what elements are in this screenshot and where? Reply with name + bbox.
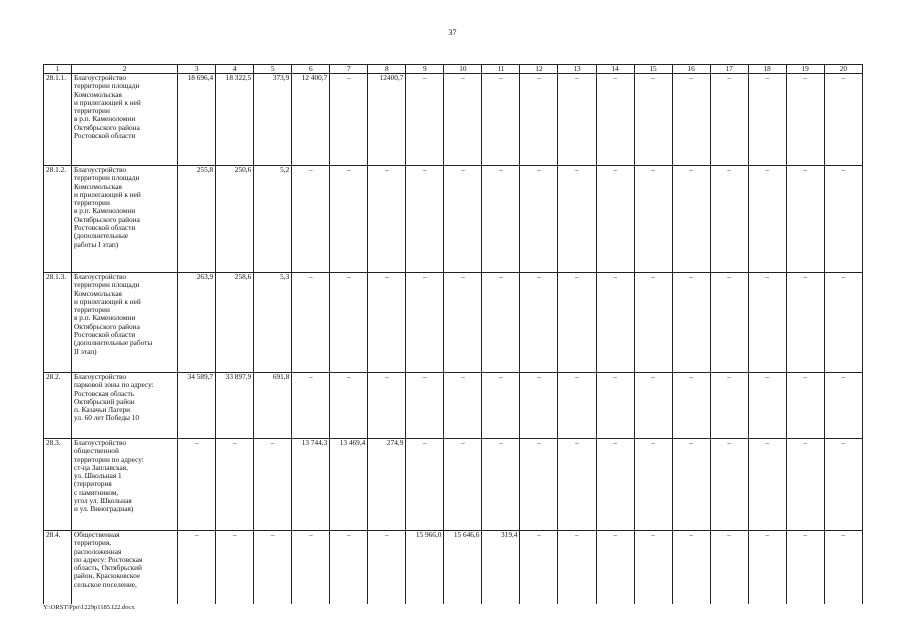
value-cell: – <box>672 166 710 273</box>
value-cell: – <box>444 74 482 166</box>
value-cell: – <box>368 531 406 605</box>
value-cell: – <box>558 273 596 373</box>
value-cell: – <box>710 74 748 166</box>
value-cell: 691,8 <box>254 373 292 439</box>
value-cell: – <box>786 439 824 531</box>
value-cell: – <box>634 439 672 531</box>
value-cell: – <box>444 273 482 373</box>
value-cell: 15 966,0 <box>406 531 444 605</box>
column-header: 18 <box>748 65 786 74</box>
value-cell: – <box>330 166 368 273</box>
column-header: 5 <box>254 65 292 74</box>
value-cell: – <box>558 74 596 166</box>
value-cell: – <box>520 373 558 439</box>
value-cell: – <box>520 439 558 531</box>
table-row <box>44 439 863 531</box>
value-cell: – <box>520 273 558 373</box>
value-cell: 18 696,4 <box>178 74 216 166</box>
value-cell: – <box>558 439 596 531</box>
budget-table <box>43 64 863 604</box>
column-header: 15 <box>634 65 672 74</box>
row-code: 28.1.1. <box>44 74 72 166</box>
value-cell: – <box>748 166 786 273</box>
value-cell: – <box>596 166 634 273</box>
value-cell: – <box>710 439 748 531</box>
value-cell: 15 646,6 <box>444 531 482 605</box>
value-cell: – <box>178 439 216 531</box>
table-row <box>44 74 863 166</box>
value-cell: – <box>558 531 596 605</box>
value-cell: – <box>254 531 292 605</box>
column-number-row <box>44 65 863 74</box>
column-header: 6 <box>292 65 330 74</box>
value-cell: – <box>368 373 406 439</box>
value-cell: – <box>482 166 520 273</box>
column-header: 4 <box>216 65 254 74</box>
value-cell: – <box>330 373 368 439</box>
value-cell: – <box>406 273 444 373</box>
column-header: 10 <box>444 65 482 74</box>
value-cell: – <box>596 74 634 166</box>
value-cell: – <box>748 74 786 166</box>
value-cell: 13 469,4 <box>330 439 368 531</box>
table-row <box>44 531 863 605</box>
column-header: 3 <box>178 65 216 74</box>
column-header: 19 <box>786 65 824 74</box>
column-header: 7 <box>330 65 368 74</box>
value-cell: – <box>216 439 254 531</box>
value-cell: – <box>178 531 216 605</box>
column-header: 13 <box>558 65 596 74</box>
footer-file-path: Y:\ORST\Ppo\1229p1185.f22.docx <box>43 604 135 611</box>
value-cell: 250,6 <box>216 166 254 273</box>
value-cell: – <box>406 373 444 439</box>
value-cell: – <box>824 531 862 605</box>
value-cell: – <box>824 373 862 439</box>
value-cell: – <box>634 373 672 439</box>
value-cell: 12 400,7 <box>292 74 330 166</box>
value-cell: – <box>292 166 330 273</box>
value-cell: – <box>292 531 330 605</box>
value-cell: 274,9 <box>368 439 406 531</box>
value-cell: – <box>786 373 824 439</box>
value-cell: – <box>596 273 634 373</box>
column-header: 12 <box>520 65 558 74</box>
row-description: Благоустройство парковой зоны по адресу: Ростовская область Октябрьский район п. Казачьи Лагери ул. 60 лет Победы 10 <box>72 373 178 439</box>
value-cell: – <box>520 74 558 166</box>
value-cell: – <box>824 439 862 531</box>
value-cell: – <box>824 74 862 166</box>
value-cell: – <box>710 166 748 273</box>
value-cell: 373,9 <box>254 74 292 166</box>
value-cell: – <box>634 273 672 373</box>
row-description: Благоустройство территории площади Комсомольская и прилегающей к ней территории в р.п. Каменоломни Октябрьского района Ростовской области (дополнительные работы II этап) <box>72 273 178 373</box>
value-cell: – <box>786 531 824 605</box>
value-cell: – <box>406 439 444 531</box>
value-cell: – <box>406 74 444 166</box>
page-number: 37 <box>448 28 457 37</box>
value-cell: 34 589,7 <box>178 373 216 439</box>
column-header: 8 <box>368 65 406 74</box>
value-cell: – <box>406 166 444 273</box>
value-cell: – <box>672 439 710 531</box>
value-cell: – <box>824 166 862 273</box>
row-description: Общественная территория, расположенная по адресу: Ростовская область, Октябрьский район, Красюковское сельское поселение, <box>72 531 178 605</box>
value-cell: – <box>786 273 824 373</box>
column-header: 20 <box>824 65 862 74</box>
value-cell: 18 322,5 <box>216 74 254 166</box>
value-cell: – <box>824 273 862 373</box>
value-cell: – <box>748 439 786 531</box>
value-cell: – <box>482 273 520 373</box>
value-cell: 5,2 <box>254 166 292 273</box>
row-code: 28.1.3. <box>44 273 72 373</box>
value-cell: – <box>368 273 406 373</box>
value-cell: – <box>254 439 292 531</box>
column-header: 11 <box>482 65 520 74</box>
value-cell: 5,3 <box>254 273 292 373</box>
value-cell: – <box>672 531 710 605</box>
row-description: Благоустройство территории площади Комсомольская и прилегающей к ней территории в р.п. Каменоломни Октябрьского района Ростовской области (дополнительные работы I этап) <box>72 166 178 273</box>
value-cell: – <box>216 531 254 605</box>
value-cell: – <box>330 273 368 373</box>
column-header: 9 <box>406 65 444 74</box>
value-cell: 13 744,3 <box>292 439 330 531</box>
column-header: 14 <box>596 65 634 74</box>
row-code: 28.4. <box>44 531 72 605</box>
value-cell: – <box>710 531 748 605</box>
value-cell: – <box>330 531 368 605</box>
row-description: Благоустройство территории площади Комсомольская и прилегающей к ней территории в р.п. Каменоломни Октябрьского района Ростовской области <box>72 74 178 166</box>
value-cell: 258,6 <box>216 273 254 373</box>
value-cell: 33 897,9 <box>216 373 254 439</box>
value-cell: – <box>482 74 520 166</box>
value-cell: – <box>558 166 596 273</box>
value-cell: 263,9 <box>178 273 216 373</box>
row-code: 28.3. <box>44 439 72 531</box>
value-cell: – <box>710 273 748 373</box>
value-cell: – <box>444 373 482 439</box>
value-cell: – <box>596 531 634 605</box>
table-row <box>44 373 863 439</box>
value-cell: – <box>748 531 786 605</box>
value-cell: – <box>520 166 558 273</box>
value-cell: – <box>710 373 748 439</box>
table-body <box>44 74 863 605</box>
value-cell: – <box>330 74 368 166</box>
row-code: 28.1.2. <box>44 166 72 273</box>
value-cell: – <box>368 166 406 273</box>
value-cell: – <box>558 373 596 439</box>
value-cell: – <box>748 373 786 439</box>
value-cell: – <box>520 531 558 605</box>
column-header: 17 <box>710 65 748 74</box>
value-cell: – <box>444 439 482 531</box>
column-header: 16 <box>672 65 710 74</box>
value-cell: – <box>292 373 330 439</box>
row-code: 28.2. <box>44 373 72 439</box>
value-cell: – <box>634 166 672 273</box>
value-cell: 319,4 <box>482 531 520 605</box>
value-cell: – <box>786 166 824 273</box>
value-cell: – <box>634 74 672 166</box>
value-cell: – <box>672 373 710 439</box>
value-cell: – <box>786 74 824 166</box>
value-cell: – <box>634 531 672 605</box>
table-row <box>44 166 863 273</box>
value-cell: – <box>672 74 710 166</box>
value-cell: – <box>482 373 520 439</box>
value-cell: – <box>444 166 482 273</box>
column-header: 1 <box>44 65 72 74</box>
row-description: Благоустройство общественной территории по адресу: ст-ца Заплавская, ул. Школьная 1 (территория с памятником, угол ул. Школьная и ул. Виноградная) <box>72 439 178 531</box>
column-header: 2 <box>72 65 178 74</box>
value-cell: – <box>748 273 786 373</box>
value-cell: – <box>482 439 520 531</box>
value-cell: – <box>596 439 634 531</box>
value-cell: – <box>596 373 634 439</box>
table-row <box>44 273 863 373</box>
value-cell: 12400,7 <box>368 74 406 166</box>
value-cell: – <box>292 273 330 373</box>
value-cell: – <box>672 273 710 373</box>
value-cell: 255,8 <box>178 166 216 273</box>
